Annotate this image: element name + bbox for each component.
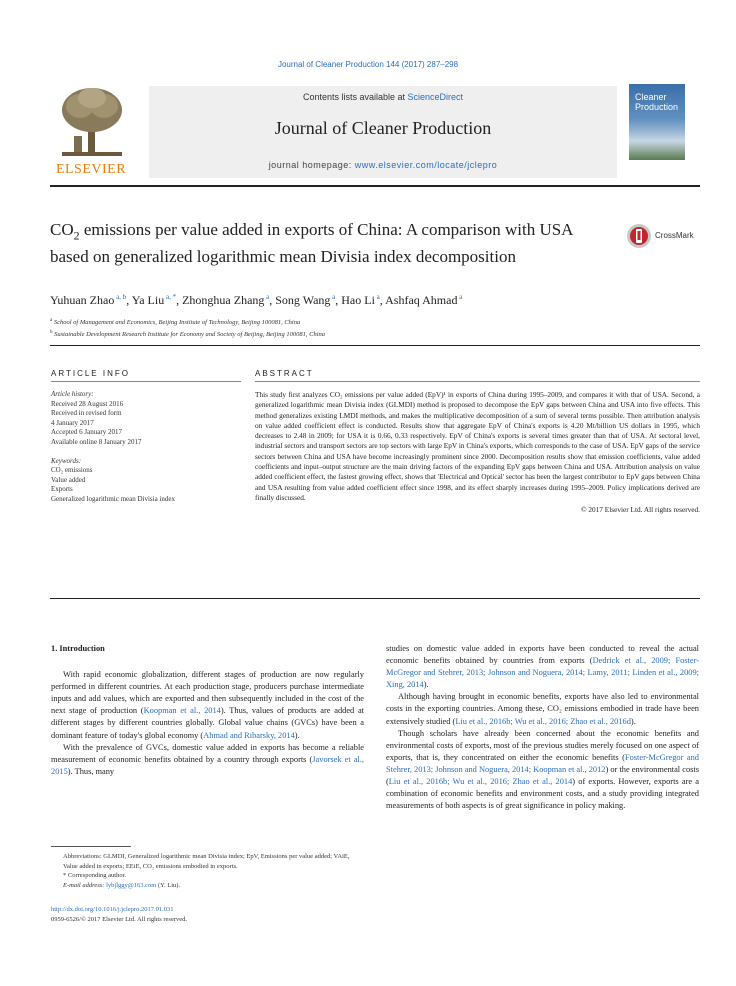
abstract-rule	[255, 381, 700, 382]
keywords	[51, 457, 241, 505]
keyword-item: CO₂ emissions	[51, 466, 93, 475]
elsevier-logo[interactable]	[52, 86, 130, 178]
citation-link[interactable]: Koopman et al., 2014	[143, 706, 221, 716]
citation-link[interactable]: Ahmad and Ribarsky, 2014	[203, 730, 295, 740]
history-item: Available online 8 January 2017	[51, 437, 142, 446]
keyword-item: Value added	[51, 475, 86, 484]
history-item: Received in revised form	[51, 409, 122, 418]
article-info-heading: ARTICLE INFO	[51, 369, 130, 378]
paragraph: Though scholars have already been concerned about the economic benefits and environmental costs of exports, most of the previous studies merely focused on one aspect of exports, that is, they concentrated on either the economic benefits (Foster-McGregor and Stehrer, 2013; Johnson and Noguera, 2014; Koopman et al., 2012) or the environmental costs (Liu et al., 2016b; Wu et al., 2016; Zhao et al., 2014) of exports. However, exports are a combination of economic benefits and environment costs, and a study providing integrated measurements of both aspects is of great significance in policy making.	[386, 728, 699, 811]
issn-line: 0959-6526/© 2017 Elsevier Ltd. All rights reserved.	[51, 915, 187, 923]
title-rest: emissions per value added in exports of China: A comparison with USA based on generalized logarithmic mean Divisia index decomposition	[50, 220, 573, 267]
history-label: Article history:	[51, 390, 94, 398]
paragraph: Although having brought in economic benefits, exports have also led to environmental costs in the exporting countries. Among these, CO₂ emissions embodied in trade have been extensively studied (Liu et al., 2016b; Wu et al., 2016; Zhao et al., 2016d).	[386, 692, 699, 726]
footnote-abbreviations: Abbreviations: GLMDI, Generalized logarithmic mean Divisia index; EpV, Emissions per value added; VAiE, Value added in exports; EEiE, CO₂ emissions embodied in exports.	[63, 853, 350, 870]
citation-link[interactable]: Javorsek et al., 2015	[51, 754, 364, 776]
tree-icon	[52, 86, 130, 160]
abstract-divider	[50, 598, 700, 599]
author[interactable]: Hao Li $^a$,	[341, 293, 386, 307]
journal-banner	[149, 86, 617, 178]
article-info-rule	[51, 381, 241, 382]
author[interactable]: Ya Liu $^{a, *}$,	[131, 293, 183, 307]
journal-reference[interactable]: Journal of Cleaner Production 144 (2017) 287–298	[277, 60, 459, 69]
article-info	[51, 390, 241, 505]
footnote-email: E-mail address: lybjlggy@163.com (Y. Liu).	[63, 882, 181, 890]
keyword-item: Generalized logarithmic mean Divisia index	[51, 494, 176, 503]
title-co: CO	[50, 220, 74, 239]
author[interactable]: Ashfaq Ahmad $^a$	[385, 293, 463, 307]
history-item: Accepted 6 January 2017	[51, 428, 122, 437]
abstract-heading: ABSTRACT	[255, 369, 314, 378]
journal-name: Journal of Cleaner Production	[274, 118, 492, 138]
sciencedirect-link[interactable]: ScienceDirect	[407, 92, 464, 102]
history-item: Received 28 August 2016	[51, 399, 124, 408]
keyword-item: Exports	[51, 485, 73, 494]
paragraph: With the prevalence of GVCs, domestic value added in exports has become a reliable measurement of economic benefits obtained by a country through exports (Javorsek et al., 2015). Thus, many	[51, 742, 364, 776]
citation-link[interactable]: Dedrick et al., 2009; Foster-McGregor and Stehrer, 2013; Johnson and Noguera, 2014; Lamy, 2011; Linden et al., 2009; Xing, 2014	[386, 656, 700, 690]
doi-block	[51, 905, 364, 924]
contents-prefix: Contents lists available at	[302, 92, 408, 102]
author-divider	[50, 345, 700, 346]
citation-link[interactable]: Liu et al., 2016b; Wu et al., 2016; Zhao et al., 2014	[388, 777, 573, 787]
abstract	[255, 390, 700, 516]
citation-link[interactable]: Liu et al., 2016b; Wu et al., 2016; Zhao et al., 2016d	[455, 716, 631, 726]
keywords-label: Keywords:	[51, 456, 82, 465]
affiliations	[50, 316, 700, 340]
crossmark-icon	[626, 223, 652, 249]
citation-link[interactable]: Foster-McGregor and Stehrer, 2013; Johnson and Noguera, 2014; Koopman et al., 2012	[386, 752, 699, 774]
crossmark-badge[interactable]	[626, 223, 706, 251]
section-heading-introduction: 1. Introduction	[51, 644, 105, 653]
abstract-copyright: © 2017 Elsevier Ltd. All rights reserved.	[580, 505, 700, 515]
cover-title: Cleaner Production	[635, 92, 679, 112]
contents-line	[149, 92, 617, 102]
journal-cover-image[interactable]	[629, 84, 685, 160]
author[interactable]: Yuhuan Zhao $^{a, b}$,	[50, 293, 132, 307]
footnotes	[51, 852, 364, 891]
abstract-text: This study first analyzes CO₂ emissions per value added (EpV)¹ in exports of China during 1995–2009, and compares it with that of USA. Second, a generalized logarithmic mean Divisia index (GLMDI) method is proposed to decompose the EpV gaps between China and USA into five effects. This method generalizes existing LMDI methods, and makes the multiplicative decomposition of a sum of several terms possible. Then attribution analysis on value added coefficient effect is conducted. Results show that aggregate EpV of China's exports is 4.20 Mt/billion US dollars in 1995, which decreases to 2.48 in 2009; for USA it is 0.66, 0.33 respectively. EpV of China's exports is several times greater than that of USA. At sectoral level, industrial sectors and transport sectors are top sectors with large EpV in China's exports, which corresponds to the case of USA. EpV gaps of the service sectors between China and USA have become increasingly prominent since 2000. Decomposition results show that emission coefficients, value added coefficients and input–output structure are the main driving factors of the expanding EpV gaps between China and USA. Attribution analysis on value added coefficient effect, the fastest growing effect, shows that 'Electrical and Optical' sector has been the largest contributor to EpV gaps between China and USA resulting from value added coefficient effect since 1998, and its effect sharply increases during 1995–2009. Policy implications derived are finally discussed.	[255, 390, 700, 502]
article-title	[50, 219, 610, 268]
footnote-divider	[51, 846, 131, 847]
elsevier-logo-text: ELSEVIER	[55, 162, 127, 177]
journal-masthead	[52, 82, 702, 182]
affiliation-item: $^a$ School of Management and Economics, Beijing Institute of Technology, Beijing 100081, China	[50, 318, 301, 327]
history-item: 4 January 2017	[51, 418, 94, 427]
author[interactable]: Zhonghua Zhang $^a$,	[182, 293, 276, 307]
title-subscript: 2	[73, 228, 80, 243]
email-link[interactable]: lybjlggy@163.com	[106, 882, 157, 890]
doi-link[interactable]: http://dx.doi.org/10.1016/j.jclepro.2017.01.031	[51, 906, 174, 913]
footnote-corresponding: * Corresponding author.	[63, 872, 127, 880]
body-column-right	[386, 643, 699, 812]
author[interactable]: Song Wang $^a$,	[275, 293, 342, 307]
affiliation-item: $^b$ Sustainable Development Research Institute for Economy and Society of Beijing, Beijing 100081, China	[50, 330, 326, 339]
paragraph: With rapid economic globalization, different stages of production are now regularly performed in different countries. At each production stage, producers purchase intermediate inputs and add values, which are exported and then subsequently included in the cost of the next stage of production (Koopman et al., 2014). Thus, values of products are added at different stages by different countries globally. Global value chains (GVCs) have been a dominant feature of today's global economy (Ahmad and Ribarsky, 2014).	[51, 670, 364, 740]
author-list	[50, 293, 700, 308]
homepage-line	[149, 160, 617, 170]
paragraph: studies on domestic value added in exports have been conducted to reveal the actual economic benefits obtained by countries from exports (Dedrick et al., 2009; Foster-McGregor and Stehrer, 2013; Johnson and Noguera, 2014; Lamy, 2011; Linden et al., 2009; Xing, 2014).	[386, 644, 700, 690]
homepage-link[interactable]: www.elsevier.com/locate/jclepro	[354, 160, 498, 170]
crossmark-label: CrossMark	[655, 231, 694, 240]
homepage-label: journal homepage:	[268, 160, 355, 170]
body-column-left	[51, 643, 364, 778]
header-divider	[50, 185, 700, 187]
